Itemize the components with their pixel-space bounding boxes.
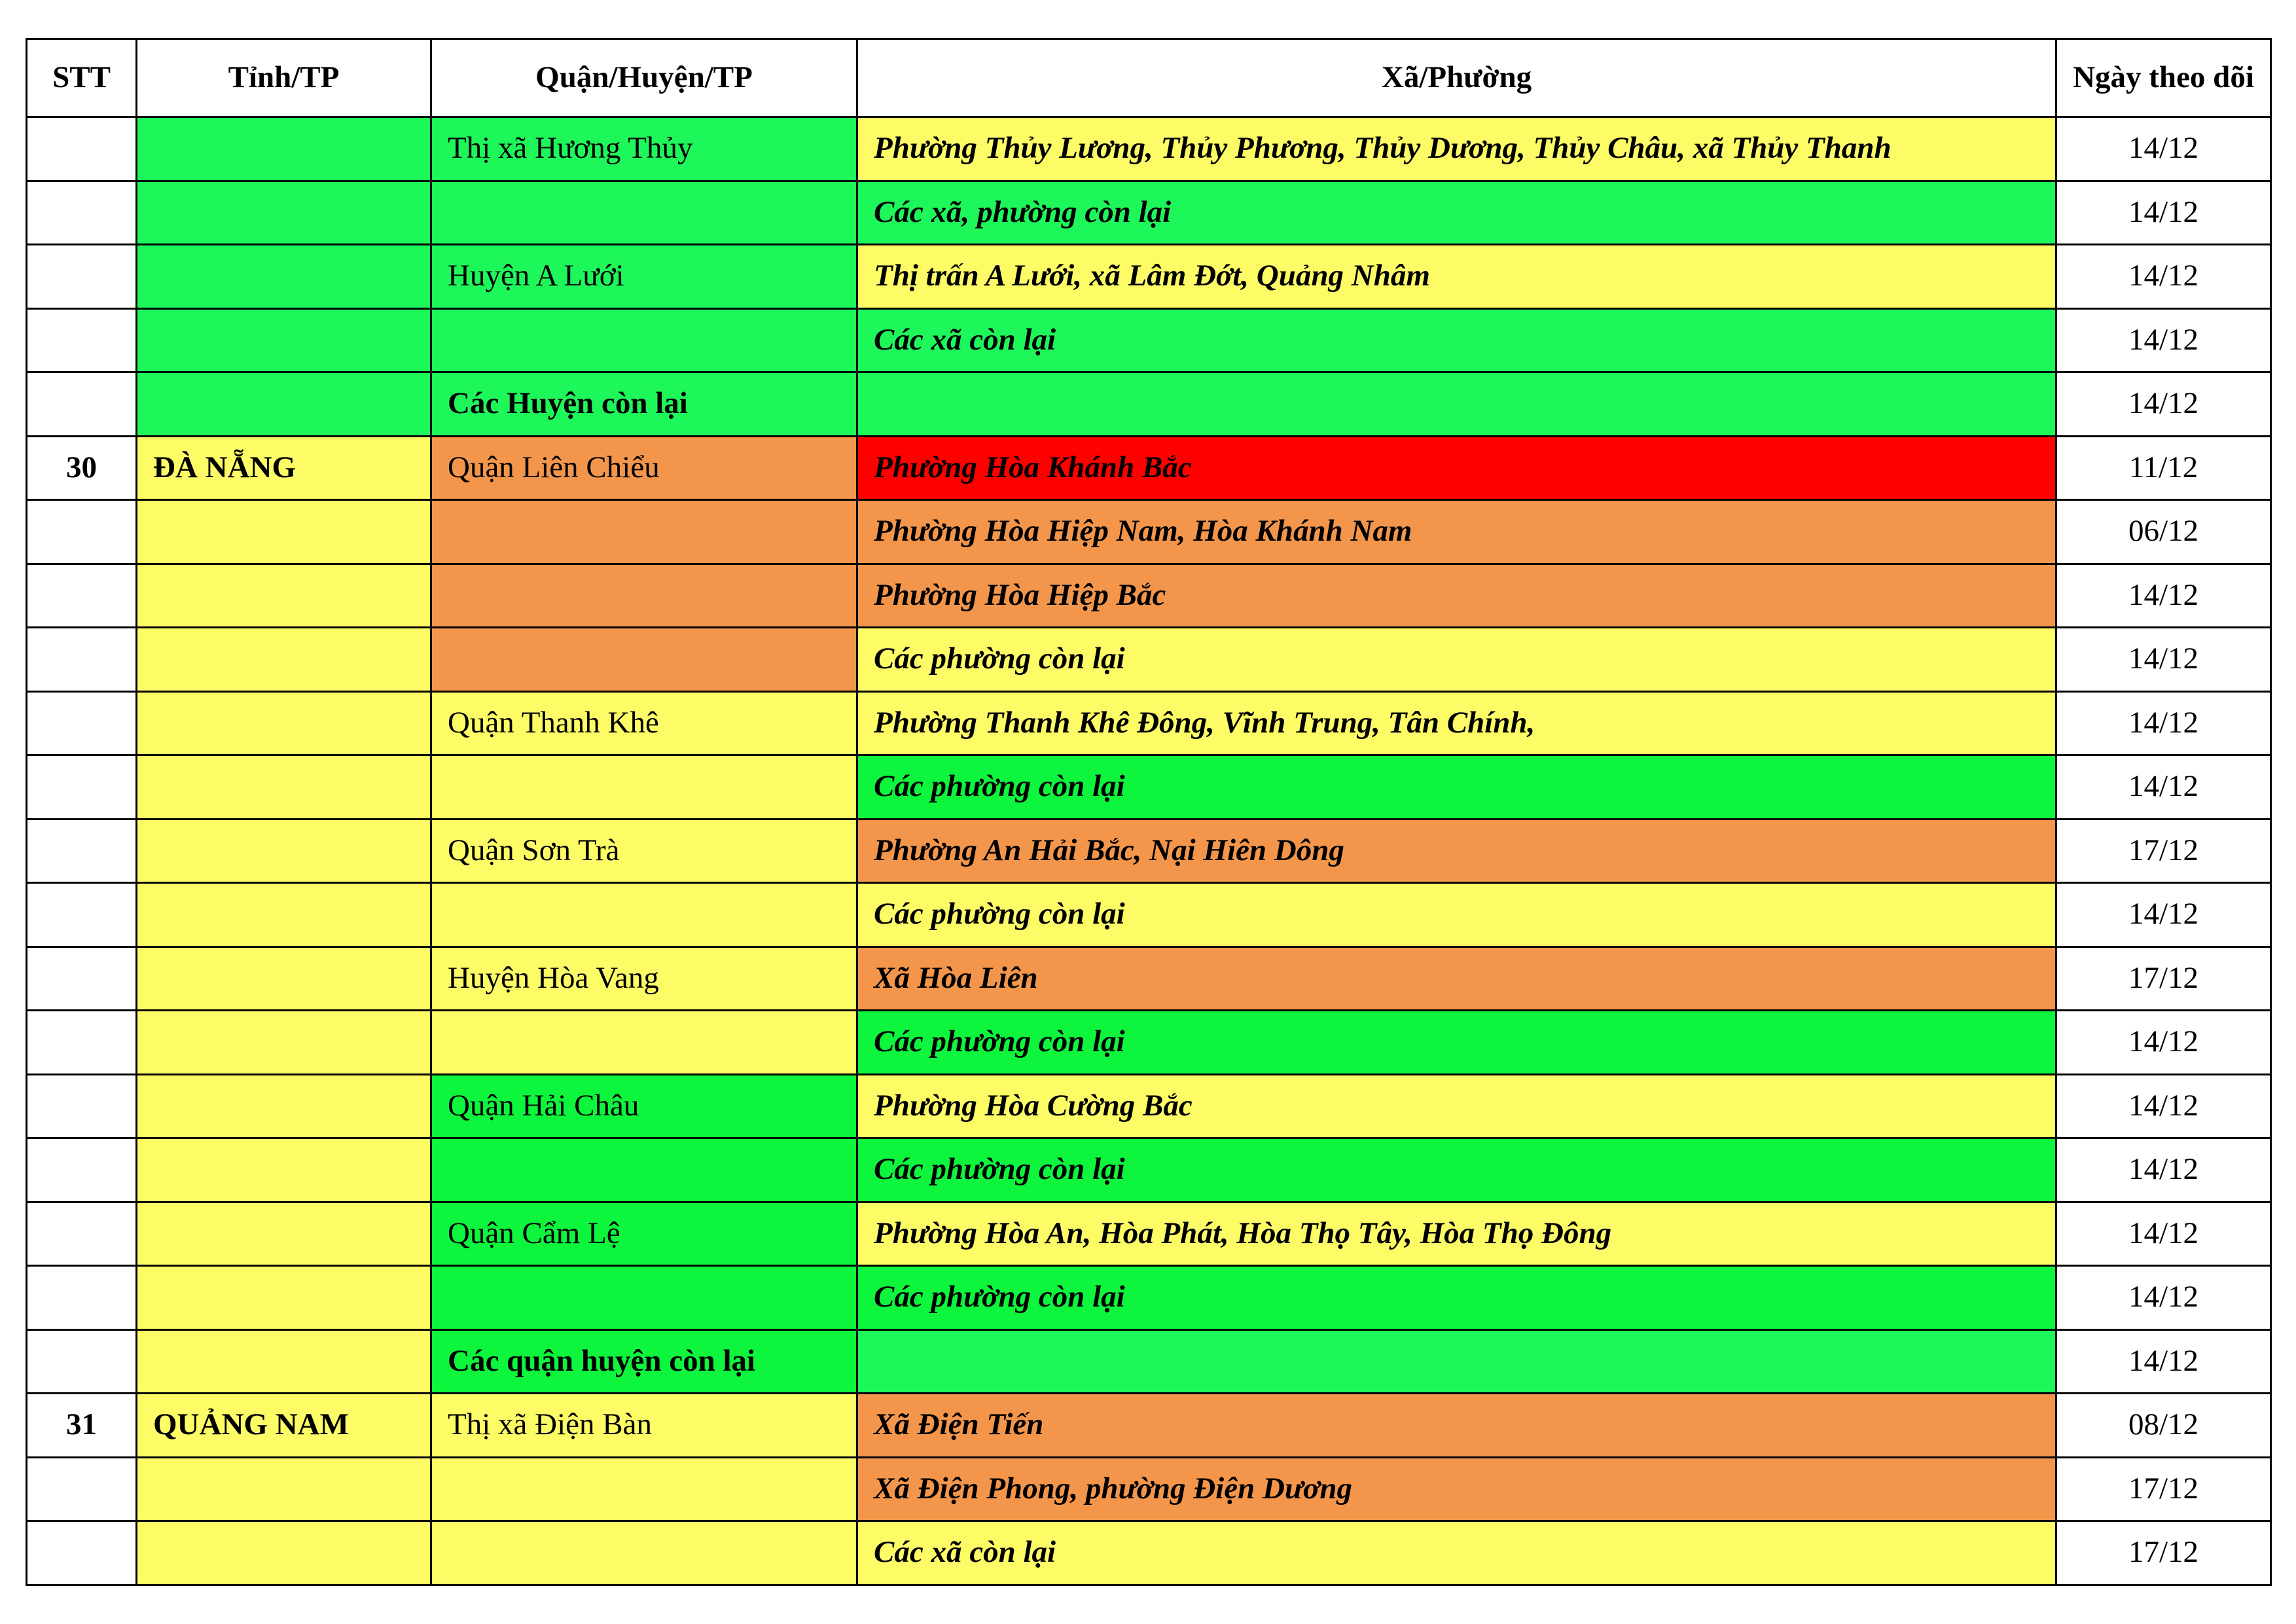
table-row [27,1457,2271,1521]
header-district: Quận/Huyện/TP [431,39,857,117]
stt-cell: 30 [27,436,137,500]
province-cell [137,947,431,1011]
province-cell [137,245,431,309]
table-row [27,1521,2271,1585]
province-cell [137,628,431,692]
date-cell: 14/12 [2056,1329,2271,1394]
date-cell: 14/12 [2056,117,2271,181]
ward-cell: Phường Hòa An, Hòa Phát, Hòa Thọ Tây, Hòa Thọ Đông [857,1202,2056,1266]
stt-cell: 31 [27,1394,137,1458]
district-cell [431,181,857,245]
table-row [27,1394,2271,1458]
province-cell [137,1266,431,1330]
district-cell [431,1266,857,1330]
ward-cell: Các phường còn lại [857,1138,2056,1202]
province-cell [137,691,431,755]
stt-cell [27,1457,137,1521]
district-cell: Quận Sơn Trà [431,819,857,883]
table-row [27,628,2271,692]
table-row [27,117,2271,181]
province-cell [137,1138,431,1202]
table-row [27,181,2271,245]
header-province: Tỉnh/TP [137,39,431,117]
date-cell: 14/12 [2056,564,2271,628]
ward-cell: Phường Hòa Hiệp Nam, Hòa Khánh Nam [857,500,2056,564]
district-cell: Các quận huyện còn lại [431,1329,857,1394]
district-cell: Thị xã Điện Bàn [431,1394,857,1458]
district-cell [431,1011,857,1075]
date-cell: 14/12 [2056,1011,2271,1075]
district-cell: Các Huyện còn lại [431,372,857,437]
province-cell [137,117,431,181]
date-cell: 14/12 [2056,372,2271,437]
province-cell [137,819,431,883]
ward-cell: Xã Điện Tiến [857,1394,2056,1458]
district-cell: Quận Cẩm Lệ [431,1202,857,1266]
ward-cell: Các xã, phường còn lại [857,181,2056,245]
province-cell [137,564,431,628]
stt-cell [27,947,137,1011]
date-cell: 17/12 [2056,1521,2271,1585]
table-row [27,691,2271,755]
date-cell: 17/12 [2056,1457,2271,1521]
stt-cell [27,1011,137,1075]
date-cell: 14/12 [2056,308,2271,372]
stt-cell [27,691,137,755]
province-cell [137,308,431,372]
province-cell [137,1521,431,1585]
province-cell: ĐÀ NẴNG [137,436,431,500]
table-row [27,1011,2271,1075]
stt-cell [27,1266,137,1330]
stt-cell [27,181,137,245]
stt-cell [27,1138,137,1202]
district-cell: Quận Thanh Khê [431,691,857,755]
district-cell [431,1457,857,1521]
date-cell: 14/12 [2056,755,2271,820]
table-row [27,564,2271,628]
stt-cell [27,1521,137,1585]
date-cell: 14/12 [2056,245,2271,309]
date-cell: 14/12 [2056,181,2271,245]
province-cell [137,181,431,245]
stt-cell [27,1329,137,1394]
table-row [27,372,2271,437]
date-cell: 14/12 [2056,1074,2271,1138]
stt-cell [27,1202,137,1266]
stt-cell [27,883,137,947]
header-ward: Xã/Phường [857,39,2056,117]
stt-cell [27,372,137,437]
district-cell: Huyện Hòa Vang [431,947,857,1011]
ward-cell: Phường Hòa Khánh Bắc [857,436,2056,500]
stt-cell [27,308,137,372]
stt-cell [27,1074,137,1138]
district-cell [431,1521,857,1585]
province-cell [137,372,431,437]
stt-cell [27,500,137,564]
ward-cell: Các xã còn lại [857,1521,2056,1585]
date-cell: 14/12 [2056,628,2271,692]
ward-cell: Các phường còn lại [857,883,2056,947]
table-row [27,308,2271,372]
table-row [27,245,2271,309]
district-cell [431,628,857,692]
ward-cell: Phường Thanh Khê Đông, Vĩnh Trung, Tân Chính, [857,691,2056,755]
province-cell [137,1011,431,1075]
ward-cell: Phường Hòa Cường Bắc [857,1074,2056,1138]
district-cell: Quận Hải Châu [431,1074,857,1138]
ward-cell: Các phường còn lại [857,628,2056,692]
ward-cell: Các phường còn lại [857,755,2056,820]
ward-cell: Phường Thủy Lương, Thủy Phương, Thủy Dương, Thủy Châu, xã Thủy Thanh [857,117,2056,181]
table-row [27,755,2271,820]
date-cell: 14/12 [2056,1266,2271,1330]
district-cell [431,883,857,947]
district-cell [431,1138,857,1202]
date-cell: 14/12 [2056,1202,2271,1266]
date-cell: 08/12 [2056,1394,2271,1458]
ward-cell: Thị trấn A Lưới, xã Lâm Đớt, Quảng Nhâm [857,245,2056,309]
province-cell [137,883,431,947]
province-cell [137,755,431,820]
ward-cell: Xã Hòa Liên [857,947,2056,1011]
date-cell: 14/12 [2056,1138,2271,1202]
table-row [27,500,2271,564]
ward-cell: Phường Hòa Hiệp Bắc [857,564,2056,628]
province-cell [137,1329,431,1394]
district-cell [431,308,857,372]
ward-cell: Xã Điện Phong, phường Điện Dương [857,1457,2056,1521]
district-cell: Quận Liên Chiểu [431,436,857,500]
table-row [27,947,2271,1011]
stt-cell [27,628,137,692]
table-header-row [27,39,2271,117]
stt-cell [27,819,137,883]
province-cell [137,1457,431,1521]
table-row [27,819,2271,883]
province-cell [137,500,431,564]
ward-cell: Các phường còn lại [857,1011,2056,1075]
table-row [27,436,2271,500]
header-date: Ngày theo dõi [2056,39,2271,117]
stt-cell [27,245,137,309]
stt-cell [27,564,137,628]
district-cell: Thị xã Hương Thủy [431,117,857,181]
table-row [27,883,2271,947]
district-cell: Huyện A Lưới [431,245,857,309]
district-cell [431,564,857,628]
date-cell: 11/12 [2056,436,2271,500]
district-cell [431,755,857,820]
ward-cell: Các xã còn lại [857,308,2056,372]
province-cell [137,1202,431,1266]
ward-cell [857,1329,2056,1394]
ward-cell: Phường An Hải Bắc, Nại Hiên Dông [857,819,2056,883]
date-cell: 17/12 [2056,819,2271,883]
date-cell: 17/12 [2056,947,2271,1011]
province-cell [137,1074,431,1138]
date-cell: 06/12 [2056,500,2271,564]
covid-zone-table [26,38,2272,1586]
province-cell: QUẢNG NAM [137,1394,431,1458]
table-row [27,1329,2271,1394]
ward-cell [857,372,2056,437]
table-row [27,1266,2271,1330]
table-row [27,1138,2271,1202]
header-stt: STT [27,39,137,117]
stt-cell [27,755,137,820]
date-cell: 14/12 [2056,883,2271,947]
ward-cell: Các phường còn lại [857,1266,2056,1330]
table-row [27,1074,2271,1138]
date-cell: 14/12 [2056,691,2271,755]
table-row [27,1202,2271,1266]
district-cell [431,500,857,564]
stt-cell [27,117,137,181]
